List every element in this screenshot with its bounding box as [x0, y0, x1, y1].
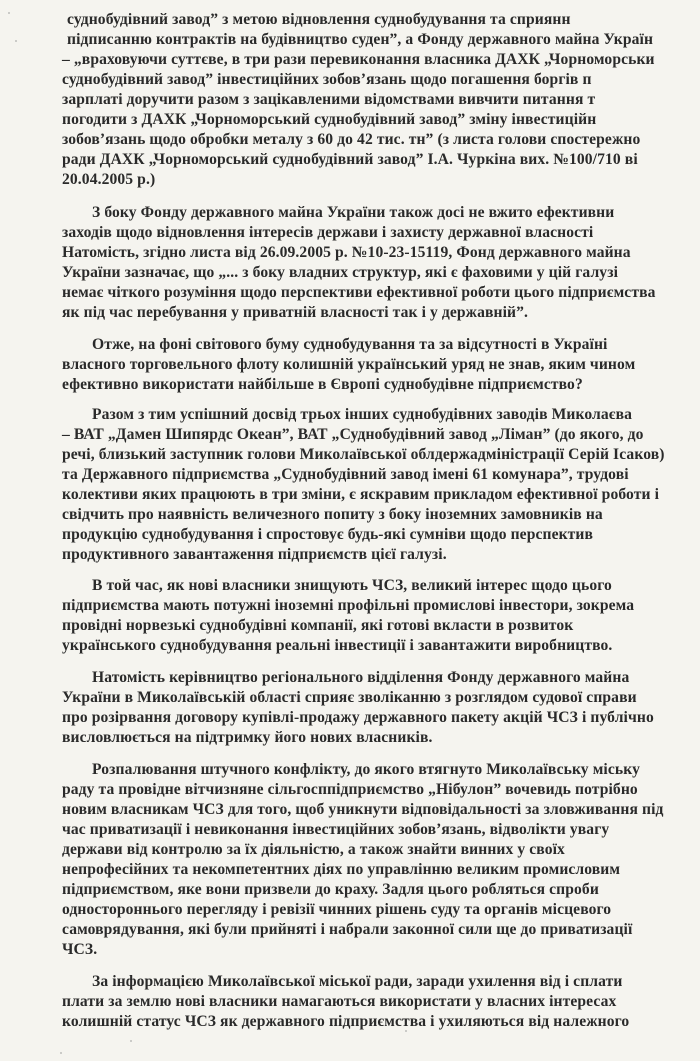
text-line: колективи яких працюють в три зміни, є яскравим прикладом ефективної роботи і	[62, 486, 660, 503]
text-line: суднобудівний завод” інвестиційних зобов’язань щодо погашення боргів п	[62, 71, 592, 88]
text-line: заходів щодо відновлення інтересів держави і захисту державної власності	[62, 224, 594, 241]
text-line: підписанню контрактів на будівництво суден”, а Фонду державного майна Україн	[67, 31, 654, 48]
text-line: підприємства мають потужні іноземні профільні промислові інвестори, зокрема	[62, 597, 635, 614]
text-line: раду та провідне вітчизняне сільгосппідприємство „Нібулон” вочевидь потрібно	[62, 781, 638, 798]
text-line: ЧСЗ.	[62, 941, 98, 958]
text-line: зобов’язань щодо обробки металу з 60 до 42 тис. тн” (з листа голови спостережно	[62, 131, 641, 148]
text-line: 20.04.2005 р.)	[62, 171, 156, 188]
text-line: Отже, на фоні світового буму суднобудування та за відсутності в Україні	[92, 336, 608, 353]
scan-speck	[8, 12, 10, 14]
text-line: висловлюється на підтримку його нових власників.	[62, 729, 433, 746]
text-line: непрофесійних та некомпетентних діях по управлінню великим промисловим	[62, 861, 621, 878]
text-line: про розірвання договору купівлі-продажу державного пакету акцій ЧСЗ і публічно	[62, 709, 654, 726]
text-line: колишній статус ЧСЗ як державного підприємства і ухиляються від належного	[62, 1013, 630, 1030]
scan-speck	[405, 1030, 407, 1032]
text-line: ради ДАХК „Чорноморський суднобудівний завод” І.А. Чуркіна вих. №100/710 ві	[62, 151, 638, 168]
text-line: свідчить про наявність величезного попиту з боку іноземних замовників на	[62, 506, 603, 523]
text-line: За інформацією Миколаївської міської ради, заради ухилення від і сплати	[92, 973, 623, 990]
text-line: продукцію суднобудування і спростовує будь-які сумніви щодо перспектив	[62, 526, 594, 543]
text-line: України в Миколаївській області сприяє зволіканню з розглядом судової справи	[62, 689, 637, 706]
text-line: – „враховуючи суттєве, в три рази перевиконання власника ДАХК „Чорноморськи	[62, 51, 655, 68]
text-line: новим власникам ЧСЗ для того, щоб уникнути відповідальності за зловживання під	[62, 801, 664, 818]
text-line: України зазначає, що „... з боку владних структур, які є фаховими у цій галузі	[62, 264, 619, 281]
text-line: З боку Фонду державного майна України також досі не вжито ефективни	[92, 204, 615, 221]
text-line: час приватизації і невиконання інвестиційних зобов’язань, відволікти увагу	[62, 821, 610, 838]
text-line: та Державного підприємства „Суднобудівний завод імені 61 комунара”, трудові	[62, 466, 629, 483]
text-line: зарплаті доручити разом з зацікавленими відомствами вивчити питання т	[62, 91, 596, 108]
text-line: держави від контролю за їх діяльністю, а також знайти винних у своїх	[62, 841, 565, 858]
text-line: ефективно використати найбільше в Європі суднобудівне підприємство?	[62, 376, 583, 393]
text-line: В той час, як нові власники знищують ЧСЗ, великий інтерес щодо цього	[92, 577, 612, 594]
scan-speck	[130, 1040, 132, 1042]
text-line: Натомість керівництво регіонального відділення Фонду державного майна	[92, 669, 630, 686]
text-line: як під час перебування у приватній власності так і у державній”.	[62, 304, 529, 321]
text-line: одностороннього перегляду і ревізії чинних рішень суду та органів місцевого	[62, 901, 612, 918]
text-line: погодити з ДАХК „Чорноморський суднобудівний завод” зміну інвестиційн	[62, 111, 597, 128]
text-line: українського суднобудування реальні інвестиції і завантажити виробництво.	[62, 637, 613, 654]
text-line: суднобудівний завод” з метою відновлення суднобудування та сприянн	[67, 11, 571, 28]
text-line: Разом з тим успішний досвід трьох інших суднобудівних заводів Миколаєва	[92, 406, 633, 423]
text-line: власного торговельного флоту колишній український уряд не знав, яким чином	[62, 356, 636, 373]
text-line: немає чіткого розуміння щодо перспективи ефективної роботи цього підприємства	[62, 284, 656, 301]
text-line: Натомість, згідно листа від 26.09.2005 р. №10-23-15119, Фонд державного майна	[62, 244, 631, 261]
scan-speck	[60, 1052, 62, 1054]
scan-speck	[15, 40, 17, 42]
text-line: речі, близький заступник голови Миколаївської облдержадміністрації Серій Ісаков)	[62, 446, 665, 463]
text-line: провідні норвезькі суднобудівні компанії, які готові вкласти в розвиток	[62, 617, 574, 634]
text-line: самоврядування, які були прийняті і набрали законної сили ще до приватизації	[62, 921, 633, 938]
text-line: продуктивного завантаження підприємств цієї галузі.	[62, 546, 447, 563]
text-line: Розпалювання штучного конфлікту, до якого втягнуто Миколаївську міську	[92, 761, 640, 778]
text-line: плати за землю нові власники намагаються використати у власних інтересах	[62, 993, 617, 1010]
text-line: – ВАТ „Дамен Шипярдс Океан”, ВАТ „Суднобудівний завод „Ліман” (до якого, до	[62, 426, 644, 443]
text-line: підприємством, яке вони призвели до краху. Задля цього робляться спроби	[62, 881, 599, 898]
